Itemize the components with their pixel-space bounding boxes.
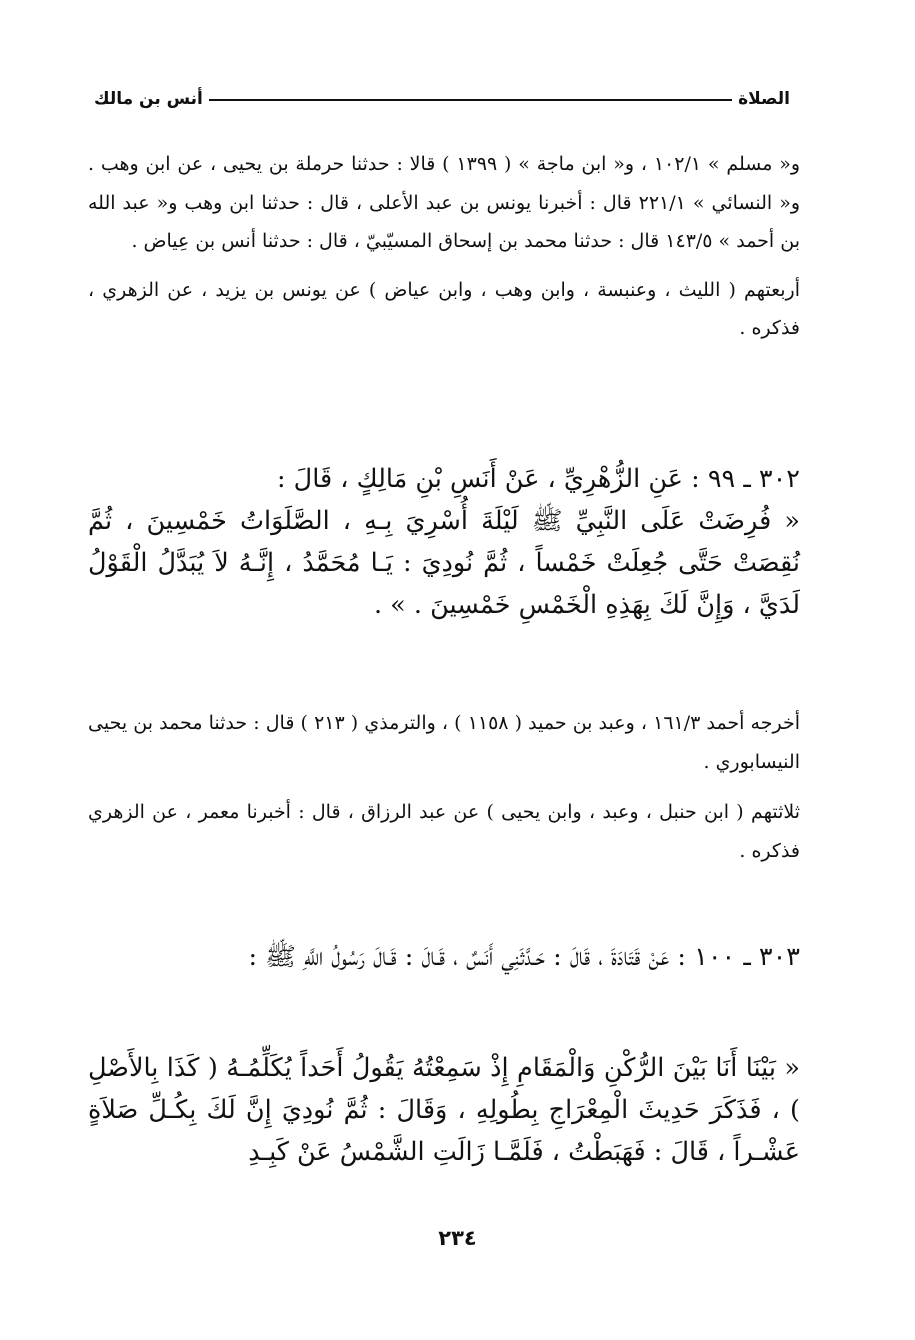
narrator-title: أنس بن مالك [88,88,209,110]
hadith-heading: ٣٠٣ ـ ١٠٠ : عَنْ قَتَادَةَ ، قَالَ : حَـدَّثَنِي أَنَسٌ ، قَـالَ : قَـالَ رَسُولُ اللَّهِ ﷺ : [248,942,800,972]
hadith-text: « بَيْنَا أَنَا بَيْنَ الرُّكْنِ وَالْمَقَامِ إِذْ سَمِعْتُهُ يَقُولُ أَحَداً يُكَلِّمُـهُ ( كَذَا بِالأَصْلِ ) ، فَذَكَرَ حَدِيثَ الْمِعْرَاجِ بِطُولِهِ ، وَقَالَ : ثُمَّ نُودِيَ إِنَّ لَكَ بِكُـلِّ صَلاَةٍ عَشْـراً ، قَالَ : فَهَبَطْتُ ، فَلَمَّـا زَالَتِ الشَّمْسُ عَنْ كَبِـدِ [88,1053,800,1167]
chain-summary-paragraph: أربعتهم ( الليث ، وعنبسة ، وابن وهب ، وابن عياض ) عن يونس بن يزيد ، عن الزهري ، فذكره . [88,278,800,339]
takhrij-paragraph: أخرجه أحمد ١٦١/٣ ، وعبد بن حميد ( ١١٥٨ ) ، والترمذي ( ٢١٣ ) قال : حدثنا محمد بن يحيى النيسابوري . [88,712,800,773]
chain-summary-paragraph: ثلاثتهم ( ابن حنبل ، وعبد ، وابن يحيى ) عن عبد الرزاق ، قال : أخبرنا معمر ، عن الزهري فذكره . [88,801,800,862]
hadith-heading: ٣٠٢ ـ ٩٩ : عَنِ الزُّهْرِيِّ ، عَنْ أَنَسِ بْنِ مَالِكٍ ، قَالَ : [276,464,800,494]
hadith-303-text [88,1047,800,1173]
hadith-text: « فُرِضَتْ عَلَى النَّبِيِّ ﷺ لَيْلَةَ أُسْرِيَ بِـهِ ، الصَّلَوَاتُ خَمْسِينَ ، ثُمَّ نُقِصَتْ حَتَّى جُعِلَتْ خَمْساً ، ثُمَّ نُودِيَ : يَـا مُحَمَّدُ ، إِنَّـهُ لاَ يُبَدَّلُ الْقَوْلُ لَدَيَّ ، وَإِنَّ لَكَ بِهَذِهِ الْخَمْسِ خَمْسِينَ . » . [88,506,800,620]
header-rule [183,99,732,101]
source-references-1 [88,145,800,348]
hadith-303-heading [88,936,800,978]
takhrij-paragraph: و« مسلم » ١٠٢/١ ، و« ابن ماجة » ( ١٣٩٩ ) قالا : حدثنا حرملة بن يحيى ، عن ابن وهب . و« النسائي » ٢٢١/١ قال : أخبرنا يونس بن عبد الأعلى ، قال : حدثنا ابن وهب و« عبد الله بن أحمد » ١٤٣/٥ قال : حدثنا محمد بن إسحاق المسيّبيّ ، قال : حدثنا أنس بن عِياض . [88,153,801,252]
chapter-title: الصلاة [732,88,796,110]
running-header [88,86,796,116]
page-number: ٢٣٤ [438,1226,477,1250]
source-references-2 [88,704,800,870]
hadith-302 [88,458,800,626]
